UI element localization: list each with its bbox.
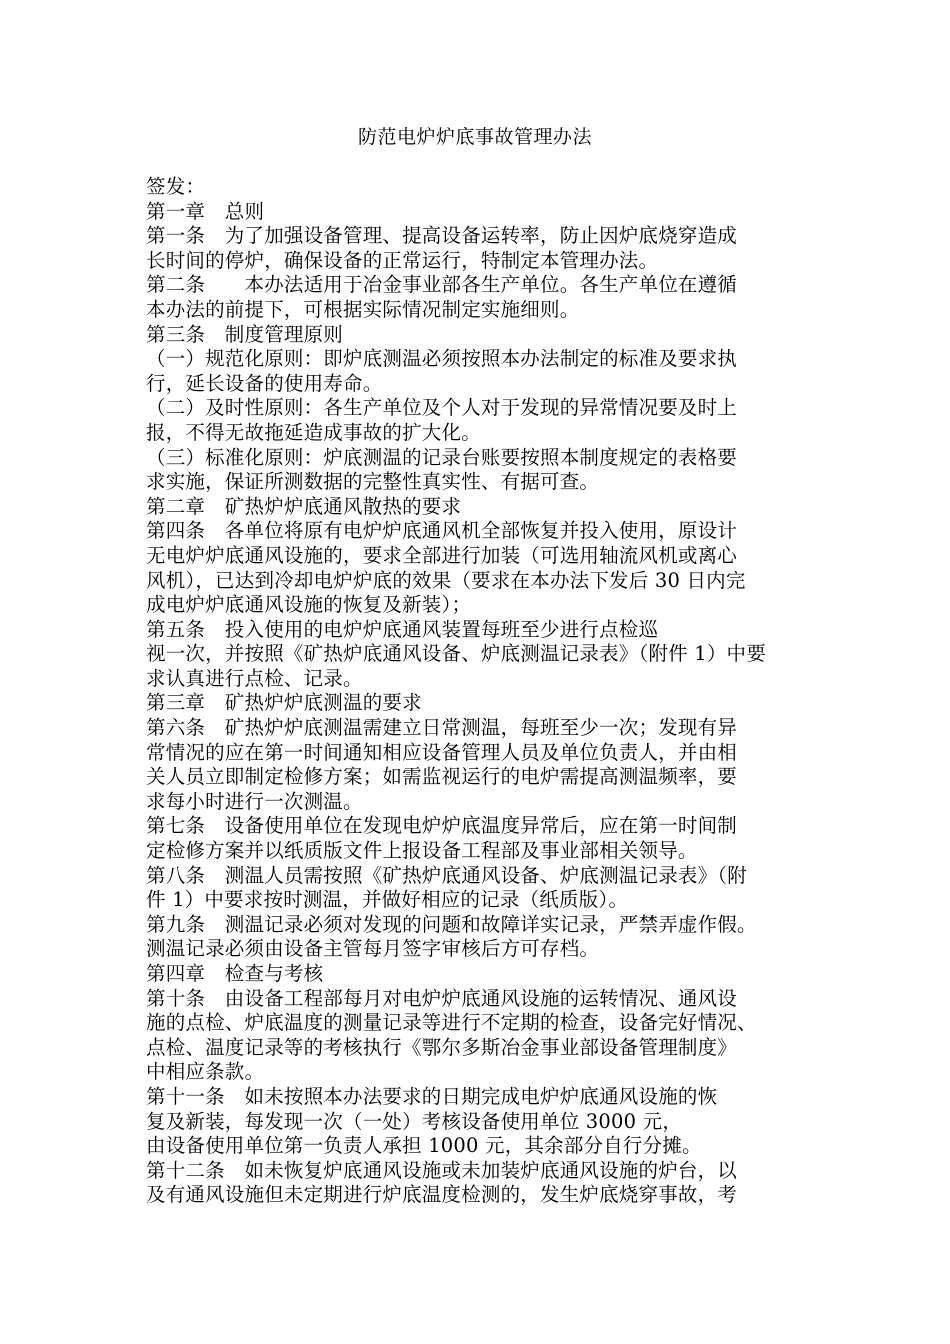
text-line: 及有通风设施但未定期进行炉底温度检测的，发生炉底烧穿事故，考 (146, 1183, 738, 1207)
text-line: 第六条 矿热炉炉底测温需建立日常测温，每班至少一次；发现有异 (146, 716, 738, 740)
text-line: 第八条 测温人员需按照《矿热炉底通风设备、炉底测温记录表》（附 (146, 863, 747, 887)
text-line: 第五条 投入使用的电炉炉底通风装置每班至少进行点检巡 (146, 617, 659, 641)
text-line: 第一条 为了加强设备管理、提高设备运转率，防止因炉底烧穿造成 (146, 224, 738, 248)
text-line: 长时间的停炉，确保设备的正常运行，特制定本管理办法。 (146, 248, 659, 272)
text-line: 报，不得无故拖延造成事故的扩大化。 (146, 420, 481, 444)
text-line: （一）规范化原则：即炉底测温必须按照本办法制定的标准及要求执 (146, 347, 738, 371)
text-line: 第十条 由设备工程部每月对电炉炉底通风设施的运转情况、通风设 (146, 986, 738, 1010)
text-line: 测温记录必须由设备主管每月签字审核后方可存档。 (146, 937, 600, 961)
text-line: 视一次，并按照《矿热炉底通风设备、炉底测温记录表》（附件 1）中要 (146, 642, 766, 666)
text-line: 第三章 矿热炉炉底测温的要求 (146, 691, 422, 715)
text-line: 求每小时进行一次测温。 (146, 789, 363, 813)
text-line: 第九条 测温记录必须对发现的问题和故障详实记录，严禁弄虚作假。 (146, 912, 757, 936)
text-line: 无电炉炉底通风设施的，要求全部进行加装（可选用轴流风机或离心 (146, 543, 738, 567)
text-line: 行，延长设备的使用寿命。 (146, 371, 383, 395)
text-line: 定检修方案并以纸质版文件上报设备工程部及事业部相关领导。 (146, 839, 698, 863)
text-line: 第一章 总则 (146, 199, 265, 223)
text-line: 风机），已达到冷却电炉炉底的效果（要求在本办法下发后 30 日内完 (146, 568, 746, 592)
text-line: （三）标准化原则：炉底测温的记录台账要按照本制度规定的表格要 (146, 445, 738, 469)
text-line: （二）及时性原则：各生产单位及个人对于发现的异常情况要及时上 (146, 396, 738, 420)
document-title: 防范电炉炉底事故管理办法 (357, 126, 592, 148)
text-line: 由设备使用单位第一负责人承担 1000 元，其余部分自行分摊。 (146, 1134, 702, 1158)
text-line: 常情况的应在第一时间通知相应设备管理人员及单位负责人，并由相 (146, 740, 738, 764)
text-line: 中相应条款。 (146, 1060, 265, 1084)
text-line: 点检、温度记录等的考核执行《鄂尔多斯冶金事业部设备管理制度》 (146, 1035, 738, 1059)
text-line: 第四条 各单位将原有电炉炉底通风机全部恢复并投入使用，原设计 (146, 519, 738, 543)
document-body (146, 175, 816, 1208)
text-line: 第十二条 如未恢复炉底通风设施或未加装炉底通风设施的炉台，以 (146, 1158, 738, 1182)
text-line: 第二条 本办法适用于冶金事业部各生产单位。各生产单位在遵循 (146, 273, 738, 297)
text-line: 件 1）中要求按时测温，并做好相应的记录（纸质版）。 (146, 888, 629, 912)
text-line: 本办法的前提下，可根据实际情况制定实施细则。 (146, 297, 580, 321)
text-line: 第十一条 如未按照本办法要求的日期完成电炉炉底通风设施的恢 (146, 1084, 718, 1108)
text-line: 第二章 矿热炉炉底通风散热的要求 (146, 494, 462, 518)
text-line: 求认真进行点检、记录。 (146, 666, 363, 690)
text-line: 求实施，保证所测数据的完整性真实性、有据可查。 (146, 470, 600, 494)
text-line: 第七条 设备使用单位在发现电炉炉底温度异常后，应在第一时间制 (146, 814, 738, 838)
text-line: 第三条 制度管理原则 (146, 322, 344, 346)
text-line: 第四章 检查与考核 (146, 962, 324, 985)
text-line: 施的点检、炉底温度的测量记录等进行不定期的检查，设备完好情况、 (146, 1011, 757, 1035)
text-line: 成电炉炉底通风设施的恢复及新装）； (146, 593, 472, 617)
text-line: 关人员立即制定检修方案；如需监视运行的电炉需提高测温频率，要 (146, 765, 738, 789)
text-line: 签发： (146, 175, 206, 198)
text-line: 复及新装，每发现一次（一处）考核设备使用单位 3000 元， (146, 1109, 683, 1133)
